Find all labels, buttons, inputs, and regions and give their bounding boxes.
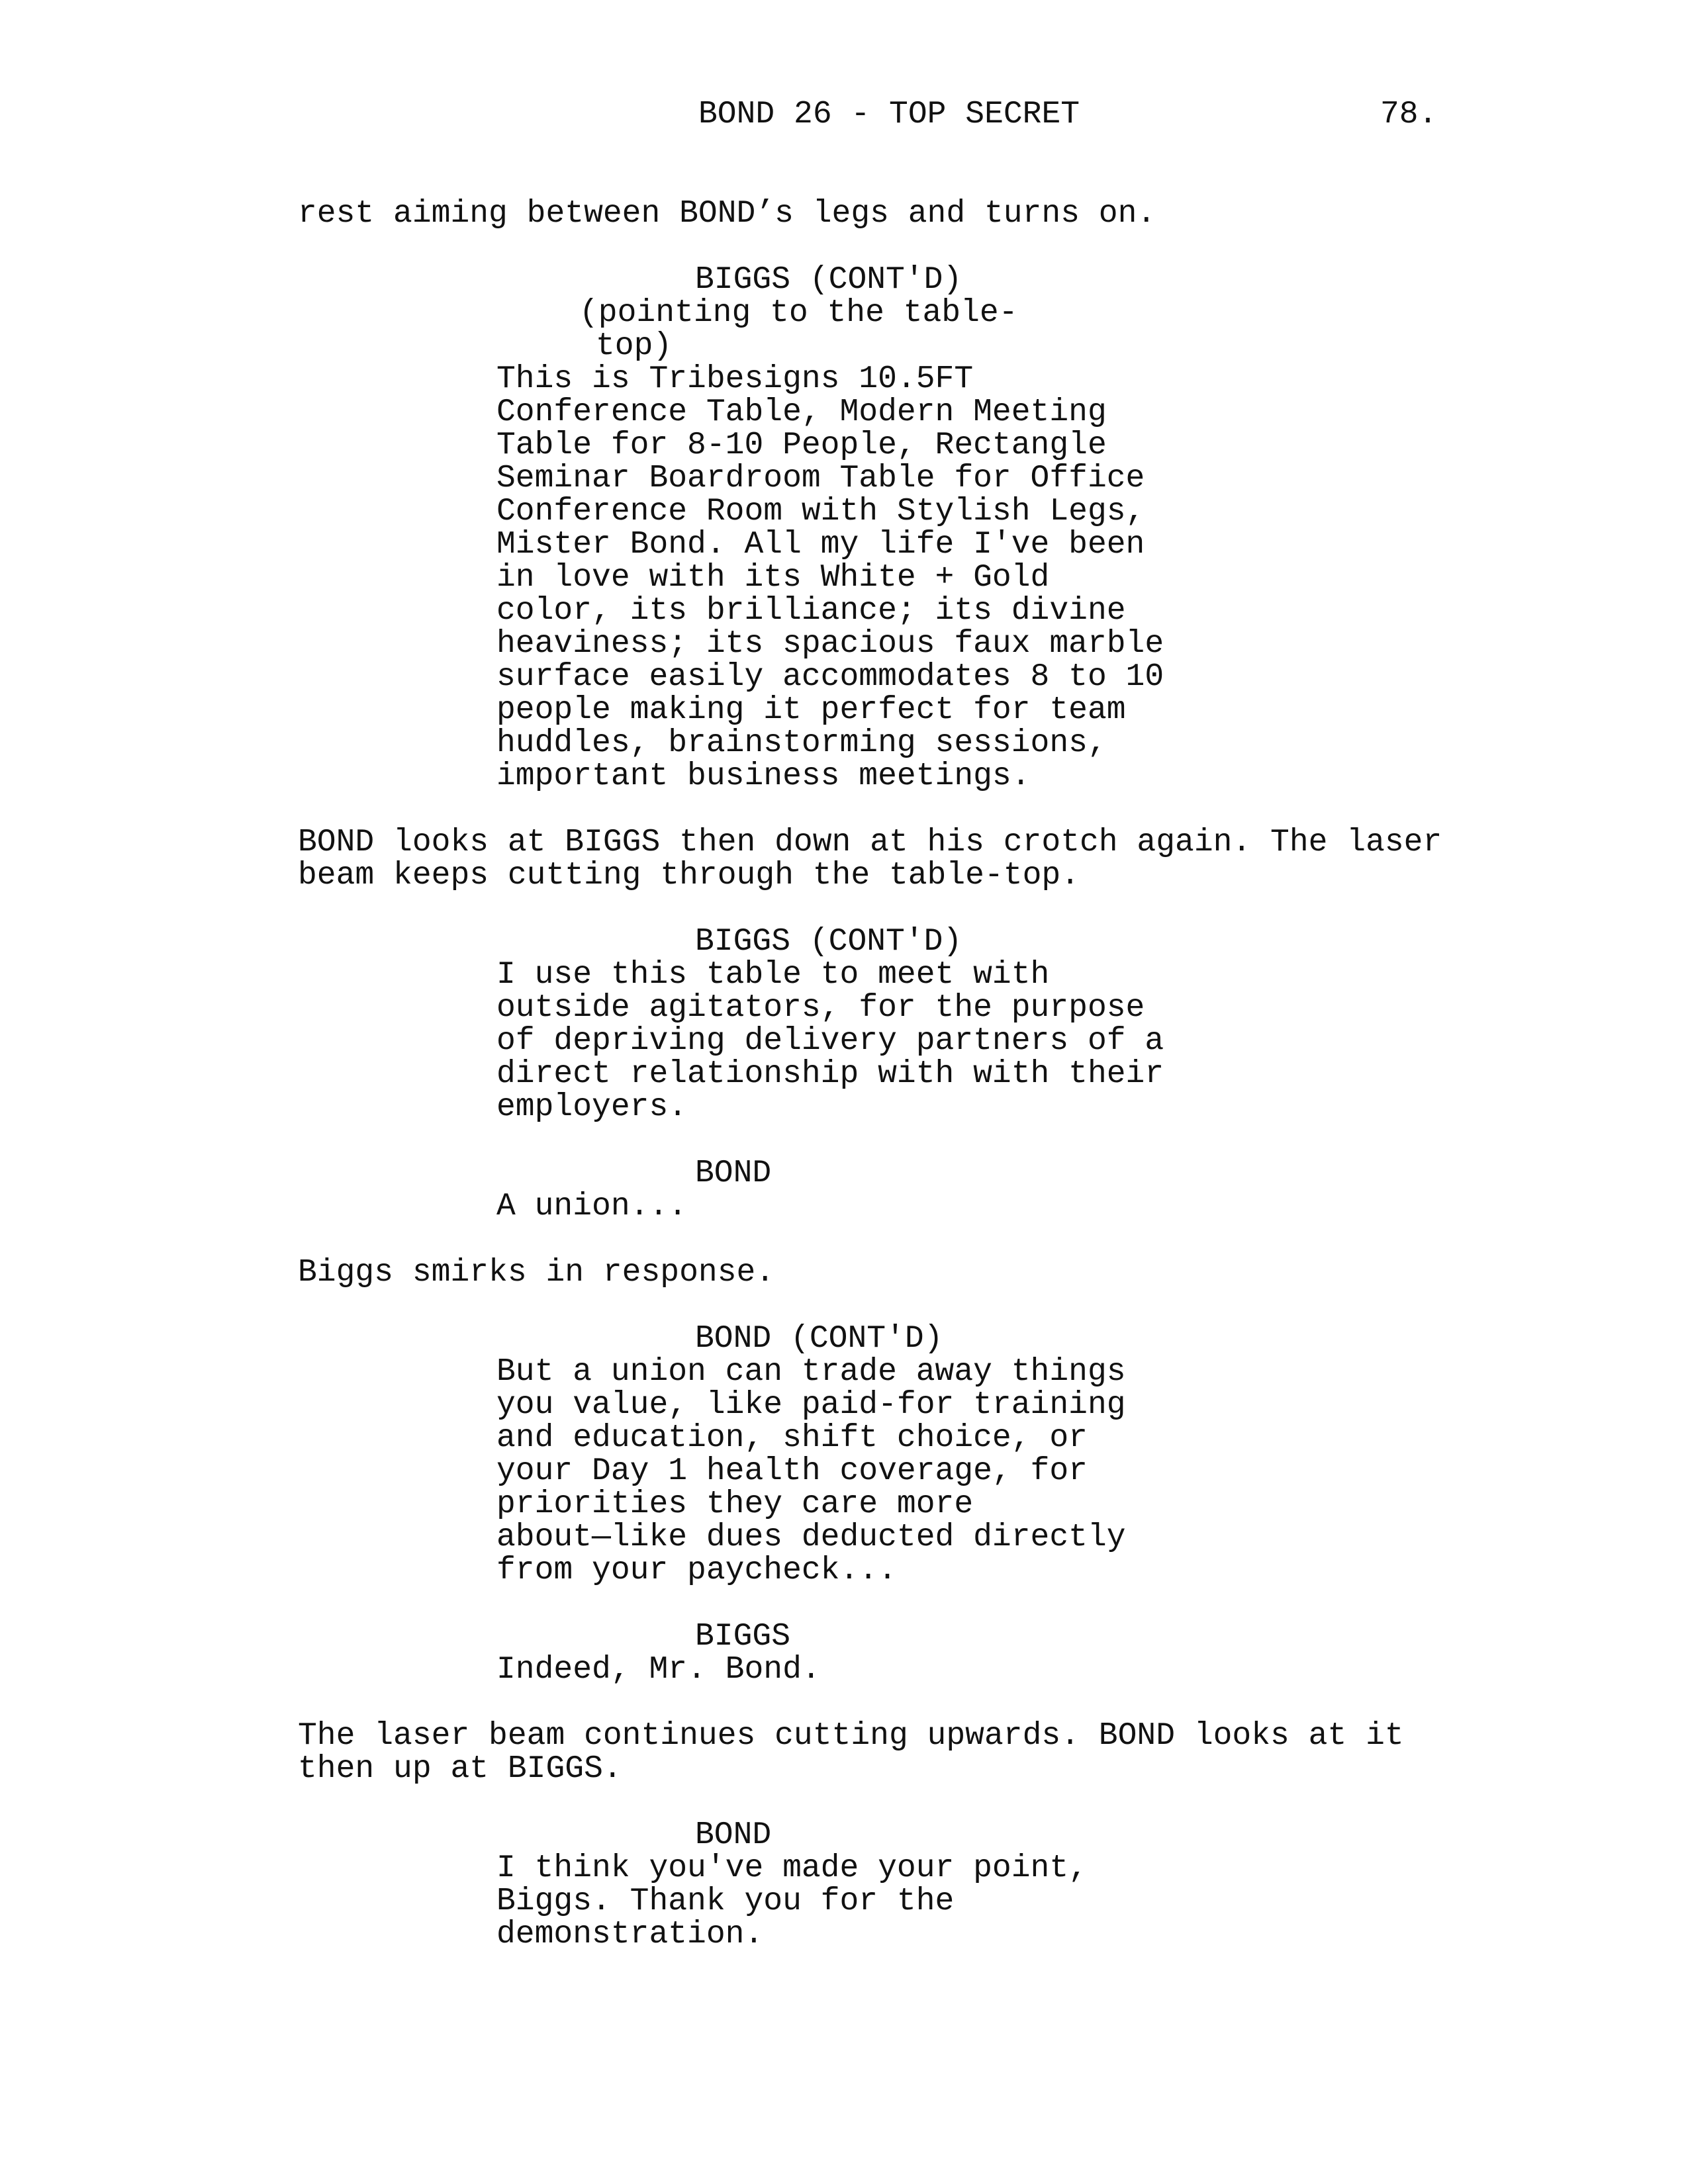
dialogue-line: surface easily accommodates 8 to 10: [496, 659, 1164, 695]
character-cue: BIGGS (CONT'D): [695, 262, 962, 298]
action-line: then up at BIGGS.: [298, 1751, 622, 1787]
dialogue-line: of depriving delivery partners of a: [496, 1023, 1164, 1059]
dialogue-line: your Day 1 health coverage, for: [496, 1453, 1088, 1489]
parenthetical: top): [596, 328, 673, 364]
dialogue-line: priorities they care more: [496, 1486, 974, 1522]
character-cue: BIGGS (CONT'D): [695, 924, 962, 960]
dialogue-line: This is Tribesigns 10.5FT: [496, 361, 974, 397]
dialogue-line: direct relationship with with their: [496, 1056, 1164, 1092]
dialogue-line: outside agitators, for the purpose: [496, 990, 1145, 1026]
action-line: BOND looks at BIGGS then down at his crotch again. The laser: [298, 825, 1442, 860]
dialogue-line: I use this table to meet with: [496, 957, 1050, 993]
action-line: beam keeps cutting through the table-top.: [298, 858, 1080, 893]
dialogue-line: and education, shift choice, or: [496, 1420, 1088, 1456]
parenthetical: (pointing to the table-: [579, 295, 1018, 331]
dialogue-line: Seminar Boardroom Table for Office: [496, 461, 1145, 496]
dialogue-line: Conference Table, Modern Meeting: [496, 394, 1107, 430]
character-cue: BIGGS: [695, 1619, 791, 1655]
action-line: Biggs smirks in response.: [298, 1255, 775, 1291]
action-line: rest aiming between BOND’s legs and turns on.: [298, 196, 1156, 232]
dialogue-line: in love with its White + Gold: [496, 560, 1050, 596]
dialogue-line: Indeed, Mr. Bond.: [496, 1652, 821, 1688]
dialogue-line: demonstration.: [496, 1917, 764, 1952]
character-cue: BOND (CONT'D): [695, 1321, 943, 1357]
dialogue-line: from your paycheck...: [496, 1553, 897, 1588]
dialogue-line: But a union can trade away things: [496, 1354, 1126, 1390]
dialogue-line: Conference Room with Stylish Legs,: [496, 494, 1145, 529]
dialogue-line: heaviness; its spacious faux marble: [496, 626, 1164, 662]
dialogue-line: people making it perfect for team: [496, 692, 1126, 728]
dialogue-line: Biggs. Thank you for the: [496, 1884, 955, 1919]
dialogue-line: I think you've made your point,: [496, 1850, 1088, 1886]
page-number: 78.: [1380, 97, 1438, 132]
page-header-title: BOND 26 - TOP SECRET: [698, 97, 1080, 132]
dialogue-line: huddles, brainstorming sessions,: [496, 725, 1107, 761]
character-cue: BOND: [695, 1156, 772, 1191]
dialogue-line: A union...: [496, 1189, 688, 1224]
character-cue: BOND: [695, 1817, 772, 1853]
dialogue-line: Table for 8-10 People, Rectangle: [496, 428, 1107, 463]
dialogue-line: important business meetings.: [496, 758, 1031, 794]
dialogue-line: color, its brilliance; its divine: [496, 593, 1126, 629]
action-line: The laser beam continues cutting upwards. BOND looks at it: [298, 1718, 1404, 1754]
dialogue-line: Mister Bond. All my life I've been: [496, 527, 1145, 563]
dialogue-line: employers.: [496, 1089, 688, 1125]
dialogue-line: you value, like paid-for training: [496, 1387, 1126, 1423]
dialogue-line: about—like dues deducted directly: [496, 1520, 1126, 1555]
